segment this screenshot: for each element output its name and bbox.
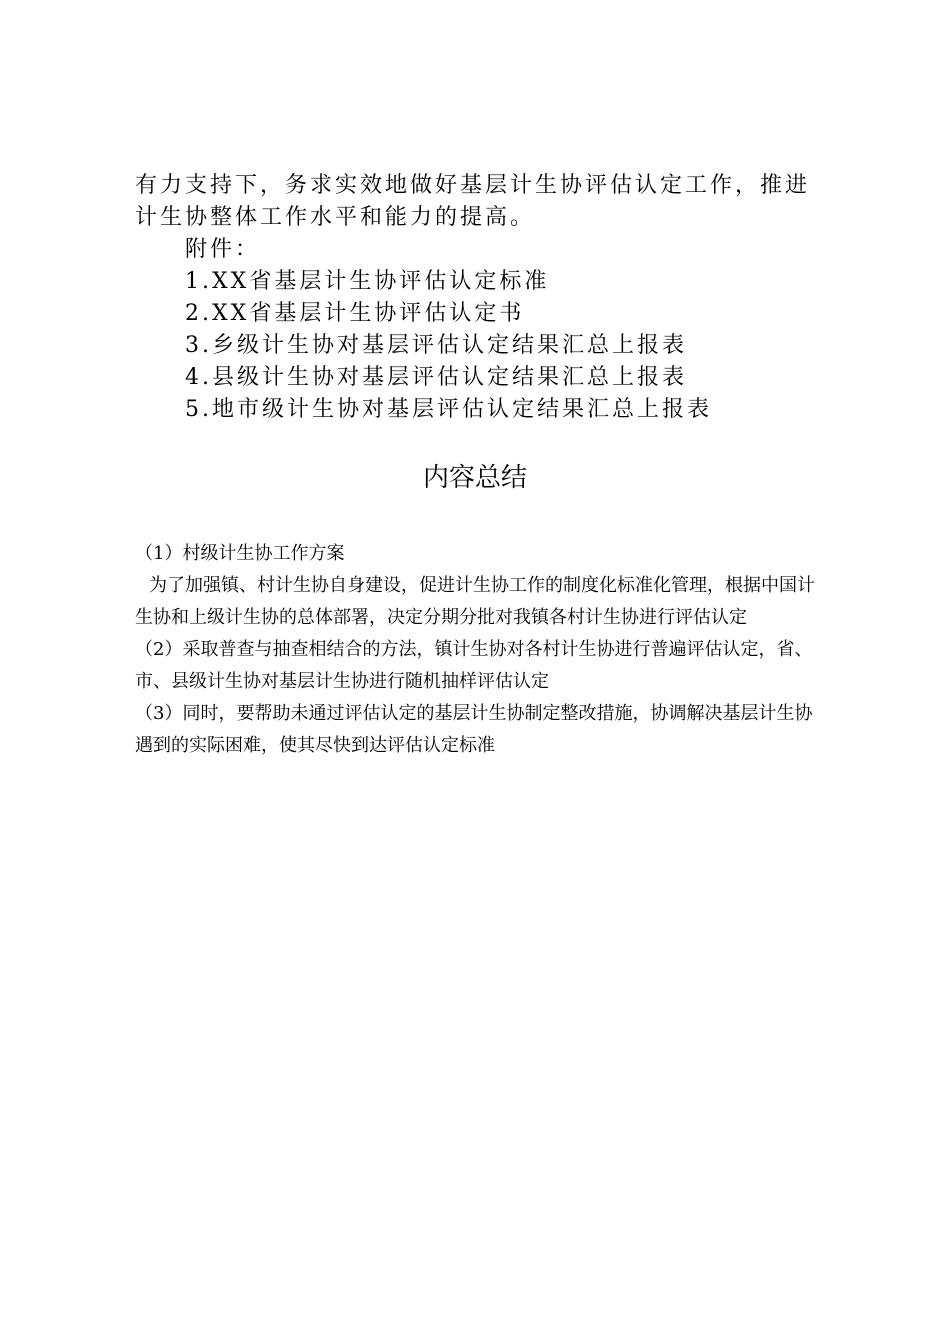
attachment-item-5: 5.地市级计生协对基层评估认定结果汇总上报表 bbox=[185, 397, 712, 422]
summary-item-1: （1）村级计生协工作方案 bbox=[135, 543, 345, 564]
summary-title: 内容总结 bbox=[422, 463, 527, 493]
summary-item-2: 为了加强镇、村计生协自身建设，促进计生协工作的制度化标准化管理，根据中国计生协和上级计生协的总体部署，决定分期分批对我镇各村计生协进行评估认定 bbox=[135, 575, 815, 628]
body-paragraph: 有力支持下，务求实效地做好基层计生协评估认定工作，推进计生协整体工作水平和能力的提高。 bbox=[135, 173, 811, 230]
attachments-label: 附件： bbox=[185, 237, 261, 262]
summary-item-3: （2）采取普查与抽查相结合的方法，镇计生协对各村计生协进行普遍评估认定，省、市、县级计生协对基层计生协进行随机抽样评估认定 bbox=[135, 639, 813, 692]
body-text bbox=[135, 170, 825, 426]
attachment-item-1: 1.XX省基层计生协评估认定标准 bbox=[185, 269, 550, 294]
summary-section bbox=[135, 538, 825, 762]
attachment-item-2: 2.XX省基层计生协评估认定书 bbox=[185, 301, 525, 326]
attachment-item-3: 3.乡级计生协对基层评估认定结果汇总上报表 bbox=[185, 333, 687, 358]
summary-item-4: （3）同时，要帮助未通过评估认定的基层计生协制定整改措施，协调解决基层计生协遇到的实际困难，使其尽快到达评估认定标准 bbox=[135, 703, 813, 756]
attachment-item-4: 4.县级计生协对基层评估认定结果汇总上报表 bbox=[185, 365, 687, 390]
